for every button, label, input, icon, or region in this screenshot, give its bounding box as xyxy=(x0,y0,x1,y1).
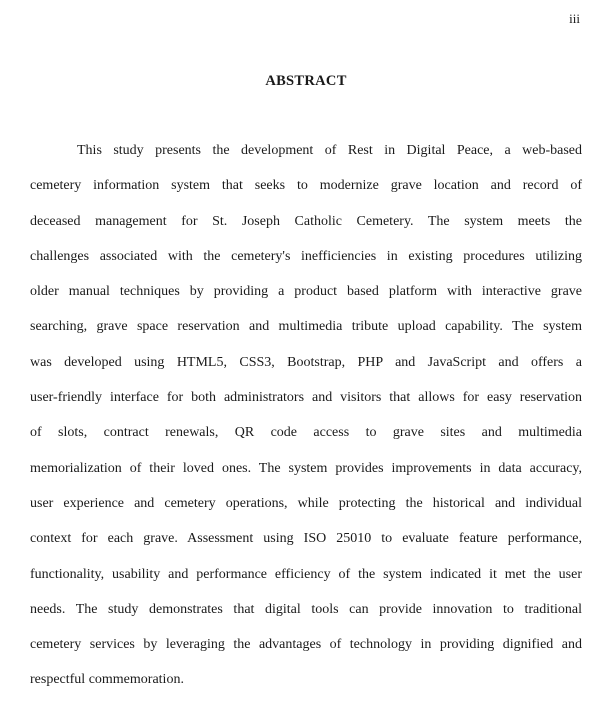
abstract-line: context for each grave. Assessment using ISO 25010 to evaluate feature performance, xyxy=(30,531,582,547)
abstract-line: searching, grave space reservation and multimedia tribute upload capability. The system xyxy=(30,319,582,335)
abstract-line: memorialization of their loved ones. The system provides improvements in data accuracy, xyxy=(30,460,582,476)
abstract-line: user experience and cemetery operations, while protecting the historical and individual xyxy=(30,495,582,511)
abstract-line: deceased management for St. Joseph Catholic Cemetery. The system meets the xyxy=(30,213,582,229)
abstract-line: functionality, usability and performance efficiency of the system indicated it met the user xyxy=(30,566,582,582)
abstract-line: This study presents the development of Rest in Digital Peace, a web-based xyxy=(77,143,582,158)
abstract-paragraph xyxy=(30,141,582,706)
abstract-line: was developed using HTML5, CSS3, Bootstrap, PHP and JavaScript and offers a xyxy=(30,354,582,370)
page-number: iii xyxy=(569,11,580,26)
abstract-line: challenges associated with the cemetery's inefficiencies in existing procedures utilizing xyxy=(30,248,582,264)
abstract-line: user-friendly interface for both administrators and visitors that allows for easy reservation xyxy=(30,390,582,406)
abstract-line: cemetery services by leveraging the advantages of technology in providing dignified and xyxy=(30,637,582,653)
abstract-line: needs. The study demonstrates that digital tools can provide innovation to traditional xyxy=(30,601,582,617)
abstract-line: cemetery information system that seeks to modernize grave location and record of xyxy=(30,178,582,194)
abstract-line: older manual techniques by providing a product based platform with interactive grave xyxy=(30,284,582,300)
abstract-heading: ABSTRACT xyxy=(265,73,347,89)
abstract-line: respectful commemoration. xyxy=(30,672,184,688)
abstract-line: of slots, contract renewals, QR code access to grave sites and multimedia xyxy=(30,425,582,441)
